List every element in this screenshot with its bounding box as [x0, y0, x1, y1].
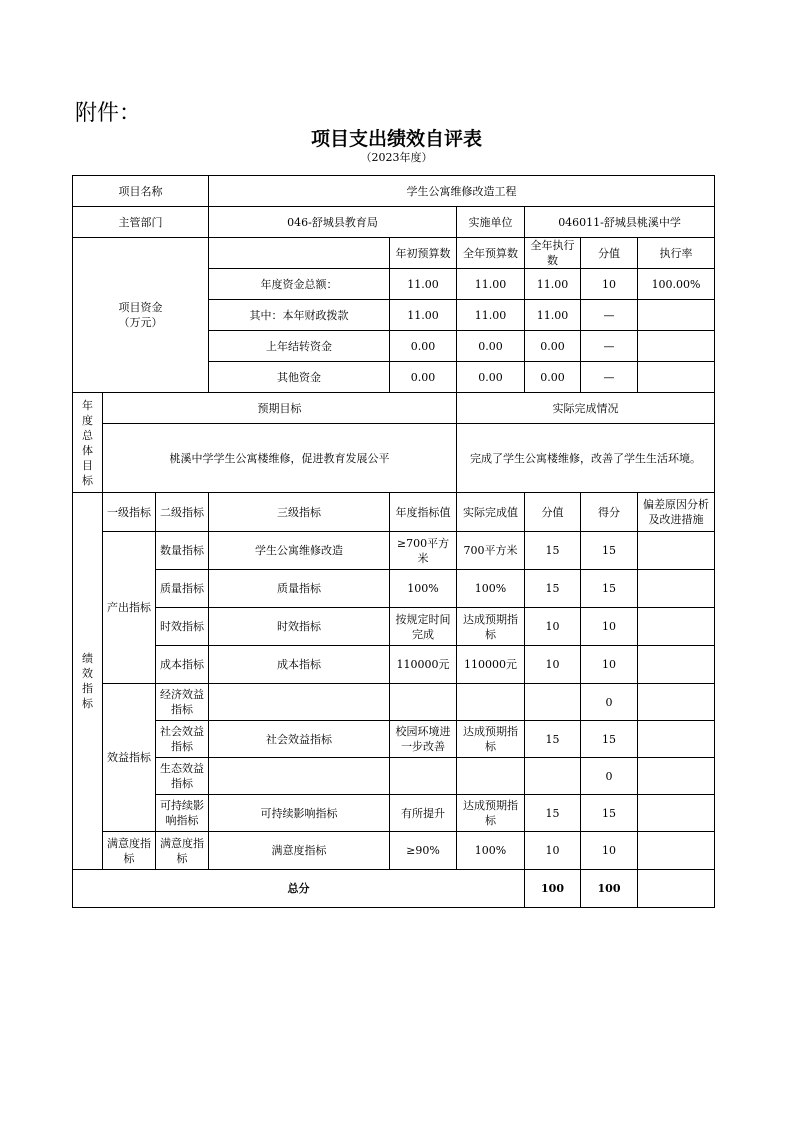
indicator-target-cell: 校园环境进 一步改善: [390, 721, 457, 758]
indicator-deviation-cell: [638, 646, 715, 684]
level3-indicator: 成本指标: [209, 646, 390, 684]
total-score: 100: [581, 870, 638, 908]
goals-content-row: [73, 424, 715, 493]
funds-executed-cell: 11.00: [525, 300, 581, 331]
level3-indicator: [209, 684, 390, 721]
indicator-target-cell: 有所提升: [390, 795, 457, 832]
indicator-score-cell: 15: [581, 570, 638, 608]
funds-initial-cell: 0.00: [390, 331, 457, 362]
output-indicator-label: 产出指标: [103, 532, 156, 684]
funds-score-weight-cell: —: [581, 300, 638, 331]
year-subtitle: （2023年度）: [360, 151, 433, 164]
indicator-row: [73, 758, 715, 795]
indicator-actual-cell: 110000元: [457, 646, 525, 684]
indicator-target-cell: [390, 758, 457, 795]
indicator-weight-cell: 10: [525, 832, 581, 870]
indicator-row: [73, 795, 715, 832]
level3-indicator: 学生公寓维修改造: [209, 532, 390, 570]
indicator-weight-cell: [525, 758, 581, 795]
implementing-unit-value: 046011-舒城县桃溪中学: [525, 207, 715, 238]
level3-indicator: [209, 758, 390, 795]
indicator-actual-cell: 700平方米: [457, 532, 525, 570]
funds-executed-cell: 0.00: [525, 331, 581, 362]
indicator-row: [73, 684, 715, 721]
page-title: 项目支出绩效自评表: [310, 128, 482, 150]
indicator-column-header: 实际完成值: [457, 493, 525, 532]
benefit-indicator-label: 效益指标: [103, 684, 156, 832]
funds-column-header: 执行率: [638, 238, 715, 269]
total-label: 总分: [73, 870, 525, 908]
level2-indicator: 可持续影 响指标: [156, 795, 209, 832]
indicator-weight-cell: [525, 684, 581, 721]
indicator-target-cell: ≥90%: [390, 832, 457, 870]
indicator-deviation-cell: [638, 570, 715, 608]
indicator-header-row: [73, 493, 715, 532]
department-value: 046-舒城县教育局: [209, 207, 457, 238]
indicator-actual-cell: [457, 758, 525, 795]
implementing-unit-label: 实施单位: [457, 207, 525, 238]
funds-column-header: 全年预算数: [457, 238, 525, 269]
level3-indicator: 质量指标: [209, 570, 390, 608]
indicator-deviation-cell: [638, 832, 715, 870]
indicator-weight-cell: 10: [525, 646, 581, 684]
level3-indicator: 社会效益指标: [209, 721, 390, 758]
indicator-score-cell: 0: [581, 684, 638, 721]
funds-rate-cell: [638, 300, 715, 331]
funds-annual-cell: 11.00: [457, 269, 525, 300]
funds-header-blank: [209, 238, 390, 269]
indicator-column-header: 一级指标: [103, 493, 156, 532]
indicator-deviation-cell: [638, 532, 715, 570]
actual-completion-text: 完成了学生公寓楼维修，改善了学生生活环境。: [457, 424, 715, 493]
funds-annual-cell: 11.00: [457, 300, 525, 331]
funds-initial-cell: 11.00: [390, 300, 457, 331]
indicator-row: [73, 832, 715, 870]
funds-rate-cell: [638, 362, 715, 393]
funds-column-header: 分值: [581, 238, 638, 269]
overall-goal-label: 年 度 总 体 目 标: [73, 393, 103, 493]
level3-indicator: 可持续影响指标: [209, 795, 390, 832]
level2-indicator: 社会效益 指标: [156, 721, 209, 758]
indicator-score-cell: 10: [581, 608, 638, 646]
funds-annual-cell: 0.00: [457, 362, 525, 393]
indicator-target-cell: 100%: [390, 570, 457, 608]
funds-initial-cell: 0.00: [390, 362, 457, 393]
indicator-weight-cell: 10: [525, 608, 581, 646]
indicator-row: [73, 608, 715, 646]
funds-row-label: 其他资金: [209, 362, 390, 393]
funds-score-weight-cell: 10: [581, 269, 638, 300]
performance-indicator-label: 绩 效 指 标: [73, 493, 103, 870]
project-name-value: 学生公寓维修改造工程: [209, 176, 715, 207]
indicator-score-cell: 15: [581, 795, 638, 832]
indicator-weight-cell: 15: [525, 570, 581, 608]
indicator-column-header: 二级指标: [156, 493, 209, 532]
indicator-weight-cell: 15: [525, 721, 581, 758]
department-row: [73, 207, 715, 238]
indicator-target-cell: 110000元: [390, 646, 457, 684]
level3-indicator: 满意度指标: [209, 832, 390, 870]
indicator-column-header: 分值: [525, 493, 581, 532]
indicator-score-cell: 15: [581, 721, 638, 758]
project-name-label: 项目名称: [73, 176, 209, 207]
actual-completion-header: 实际完成情况: [457, 393, 715, 424]
satisfaction-indicator-label: 满意度指 标: [103, 832, 156, 870]
indicator-actual-cell: 达成预期指 标: [457, 721, 525, 758]
funds-rate-cell: 100.00%: [638, 269, 715, 300]
indicator-target-cell: 按规定时间 完成: [390, 608, 457, 646]
expected-goal-header: 预期目标: [103, 393, 457, 424]
funds-row-label: 上年结转资金: [209, 331, 390, 362]
total-row: [73, 870, 715, 908]
indicator-score-cell: 15: [581, 532, 638, 570]
indicator-actual-cell: [457, 684, 525, 721]
indicator-column-header: 偏差原因分析 及改进措施: [638, 493, 715, 532]
funds-executed-cell: 11.00: [525, 269, 581, 300]
funds-initial-cell: 11.00: [390, 269, 457, 300]
level2-indicator: 质量指标: [156, 570, 209, 608]
total-weight: 100: [525, 870, 581, 908]
indicator-target-cell: ≥700平方米: [390, 532, 457, 570]
funds-column-header: 全年执行数: [525, 238, 581, 269]
funds-score-weight-cell: —: [581, 331, 638, 362]
level2-indicator: 经济效益 指标: [156, 684, 209, 721]
expected-goal-text: 桃溪中学学生公寓楼维修，促进教育发展公平: [103, 424, 457, 493]
indicator-column-header: 得分: [581, 493, 638, 532]
funds-rate-cell: [638, 331, 715, 362]
indicator-deviation-cell: [638, 721, 715, 758]
funds-column-header: 年初预算数: [390, 238, 457, 269]
attachment-label: 附件：: [75, 101, 142, 126]
indicator-actual-cell: 达成预期指 标: [457, 608, 525, 646]
department-label: 主管部门: [73, 207, 209, 238]
level2-indicator: 时效指标: [156, 608, 209, 646]
indicator-actual-cell: 100%: [457, 570, 525, 608]
goals-header-row: [73, 393, 715, 424]
indicator-row: [73, 570, 715, 608]
funds-row-label: 年度资金总额：: [209, 269, 390, 300]
indicator-row: [73, 721, 715, 758]
level2-indicator: 数量指标: [156, 532, 209, 570]
indicator-deviation-cell: [638, 608, 715, 646]
total-deviation: [638, 870, 715, 908]
indicator-row: [73, 646, 715, 684]
level2-indicator: 满意度指 标: [156, 832, 209, 870]
funds-executed-cell: 0.00: [525, 362, 581, 393]
indicator-deviation-cell: [638, 684, 715, 721]
project-name-row: [73, 176, 715, 207]
funds-score-weight-cell: —: [581, 362, 638, 393]
indicator-actual-cell: 达成预期指 标: [457, 795, 525, 832]
funds-section-label: 项目资金 （万元）: [73, 238, 209, 393]
indicator-column-header: 三级指标: [209, 493, 390, 532]
indicator-score-cell: 10: [581, 832, 638, 870]
funds-annual-cell: 0.00: [457, 331, 525, 362]
indicator-score-cell: 0: [581, 758, 638, 795]
level2-indicator: 生态效益 指标: [156, 758, 209, 795]
funds-row-label: 其中：本年财政拨款: [209, 300, 390, 331]
indicator-column-header: 年度指标值: [390, 493, 457, 532]
indicator-score-cell: 10: [581, 646, 638, 684]
indicator-weight-cell: 15: [525, 795, 581, 832]
self-evaluation-table: [72, 175, 715, 908]
indicator-deviation-cell: [638, 758, 715, 795]
level2-indicator: 成本指标: [156, 646, 209, 684]
indicator-weight-cell: 15: [525, 532, 581, 570]
indicator-actual-cell: 100%: [457, 832, 525, 870]
indicator-deviation-cell: [638, 795, 715, 832]
funds-header-row: [73, 238, 715, 269]
level3-indicator: 时效指标: [209, 608, 390, 646]
indicator-target-cell: [390, 684, 457, 721]
indicator-row: [73, 532, 715, 570]
